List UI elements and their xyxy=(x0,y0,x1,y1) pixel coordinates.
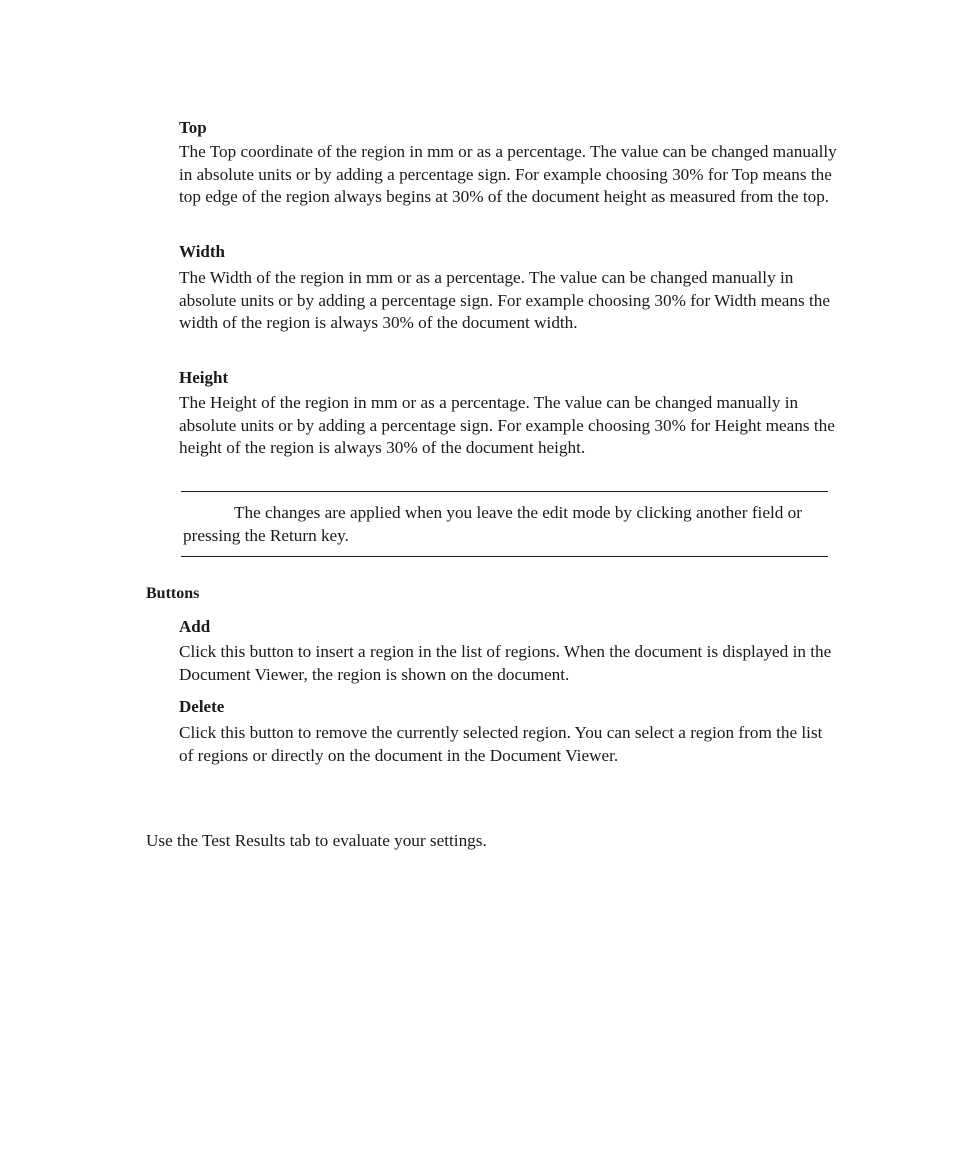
note-bottom-rule xyxy=(181,556,828,557)
note-text: The changes are applied when you leave the edit mode by clicking another field or pressing the Return key. xyxy=(183,503,802,545)
description-add: Click this button to insert a region in the list of regions. When the document is displayed in the Document Viewer, the region is shown on the document. xyxy=(179,642,832,684)
term-top: Top xyxy=(179,118,207,137)
description-delete: Click this button to remove the currently selected region. You can select a region from the list of regions or directly on the document in the Document Viewer. xyxy=(179,723,823,765)
term-height: Height xyxy=(179,368,229,387)
term-add: Add xyxy=(179,617,211,636)
description-width: The Width of the region in mm or as a percentage. The value can be changed manually in absolute units or by adding a percentage sign. For example choosing 30% for Width means the width of the region is always 30% of the document width. xyxy=(179,268,831,332)
description-height: The Height of the region in mm or as a percentage. The value can be changed manually in absolute units or by adding a percentage sign. For example choosing 30% for Height means the height of the region is always 30% of the document height. xyxy=(179,393,835,457)
description-top: The Top coordinate of the region in mm or as a percentage. The value can be changed manually in absolute units or by adding a percentage sign. For example choosing 30% for Top means the top edge of the region always begins at 30% of the document height as measured from the top. xyxy=(179,142,837,206)
closing-paragraph: Use the Test Results tab to evaluate your settings. xyxy=(146,831,487,850)
note-top-rule xyxy=(181,491,828,492)
section-heading-buttons: Buttons xyxy=(146,585,200,602)
term-delete: Delete xyxy=(179,697,225,716)
term-width: Width xyxy=(179,242,225,261)
